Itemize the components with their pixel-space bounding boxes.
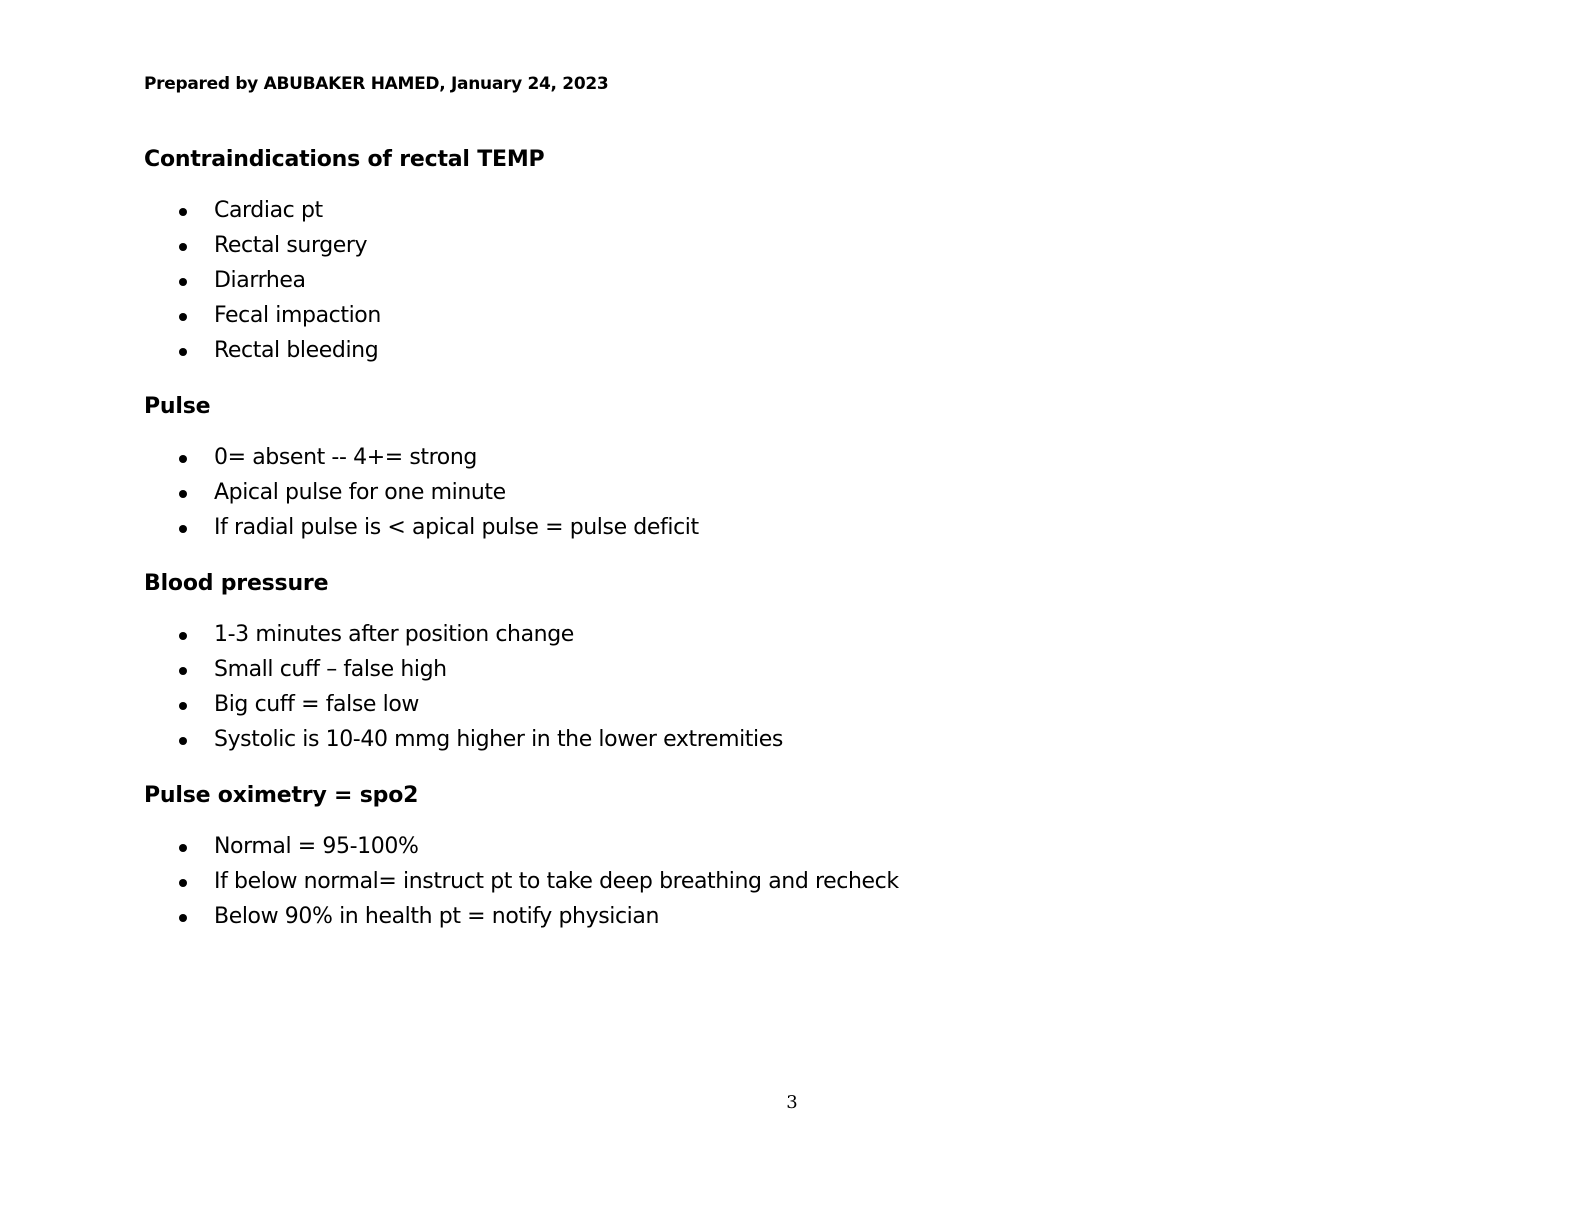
page-number: 3 bbox=[786, 1092, 798, 1113]
bullet-dot-icon bbox=[179, 879, 187, 887]
list-item-text: Rectal bleeding bbox=[214, 338, 379, 363]
list-item-text: Rectal surgery bbox=[214, 233, 368, 258]
list-item bbox=[144, 655, 1444, 690]
bullet-dot-icon bbox=[179, 914, 187, 922]
list-item bbox=[144, 725, 1444, 760]
bullet-dot-icon bbox=[179, 632, 187, 640]
bullet-dot-icon bbox=[179, 455, 187, 463]
list-item bbox=[144, 443, 1444, 478]
list-item bbox=[144, 266, 1444, 301]
section-heading: Pulse bbox=[144, 394, 211, 419]
list-item-text: Small cuff – false high bbox=[214, 657, 447, 682]
list-item bbox=[144, 513, 1444, 548]
list-item bbox=[144, 231, 1444, 266]
bullet-dot-icon bbox=[179, 525, 187, 533]
bullet-list bbox=[144, 443, 1444, 548]
list-item-text: If radial pulse is < apical pulse = pulse deficit bbox=[214, 515, 699, 540]
bullet-dot-icon bbox=[179, 844, 187, 852]
list-item bbox=[144, 867, 1444, 902]
bullet-dot-icon bbox=[179, 737, 187, 745]
section-heading: Contraindications of rectal TEMP bbox=[144, 147, 545, 172]
list-item bbox=[144, 620, 1444, 655]
list-item-text: Cardiac pt bbox=[214, 198, 323, 223]
list-item-text: If below normal= instruct pt to take deep breathing and recheck bbox=[214, 869, 899, 894]
list-item-text: Fecal impaction bbox=[214, 303, 381, 328]
section-rectal-temp-contraindications bbox=[144, 145, 1444, 371]
bullet-dot-icon bbox=[179, 313, 187, 321]
bullet-dot-icon bbox=[179, 278, 187, 286]
list-item-text: Diarrhea bbox=[214, 268, 306, 293]
bullet-dot-icon bbox=[179, 208, 187, 216]
bullet-dot-icon bbox=[179, 490, 187, 498]
list-item bbox=[144, 690, 1444, 725]
list-item-text: 1-3 minutes after position change bbox=[214, 622, 574, 647]
bullet-dot-icon bbox=[179, 243, 187, 251]
list-item-text: 0= absent -- 4+= strong bbox=[214, 445, 477, 470]
section-pulse bbox=[144, 392, 1444, 548]
document-header: Prepared by ABUBAKER HAMED, January 24, 2023 bbox=[144, 74, 609, 94]
section-blood-pressure bbox=[144, 569, 1444, 760]
bullet-dot-icon bbox=[179, 702, 187, 710]
list-item bbox=[144, 832, 1444, 867]
section-pulse-oximetry bbox=[144, 781, 1444, 937]
list-item bbox=[144, 478, 1444, 513]
bullet-dot-icon bbox=[179, 348, 187, 356]
list-item-text: Systolic is 10-40 mmg higher in the lower extremities bbox=[214, 727, 783, 752]
list-item-text: Normal = 95-100% bbox=[214, 834, 419, 859]
document-body bbox=[144, 145, 1444, 958]
bullet-list bbox=[144, 196, 1444, 371]
section-heading: Pulse oximetry = spo2 bbox=[144, 783, 419, 808]
bullet-list bbox=[144, 620, 1444, 760]
list-item bbox=[144, 336, 1444, 371]
list-item-text: Big cuff = false low bbox=[214, 692, 420, 717]
list-item-text: Below 90% in health pt = notify physician bbox=[214, 904, 660, 929]
list-item-text: Apical pulse for one minute bbox=[214, 480, 506, 505]
list-item bbox=[144, 902, 1444, 937]
bullet-list bbox=[144, 832, 1444, 937]
bullet-dot-icon bbox=[179, 667, 187, 675]
section-heading: Blood pressure bbox=[144, 571, 329, 596]
list-item bbox=[144, 196, 1444, 231]
list-item bbox=[144, 301, 1444, 336]
